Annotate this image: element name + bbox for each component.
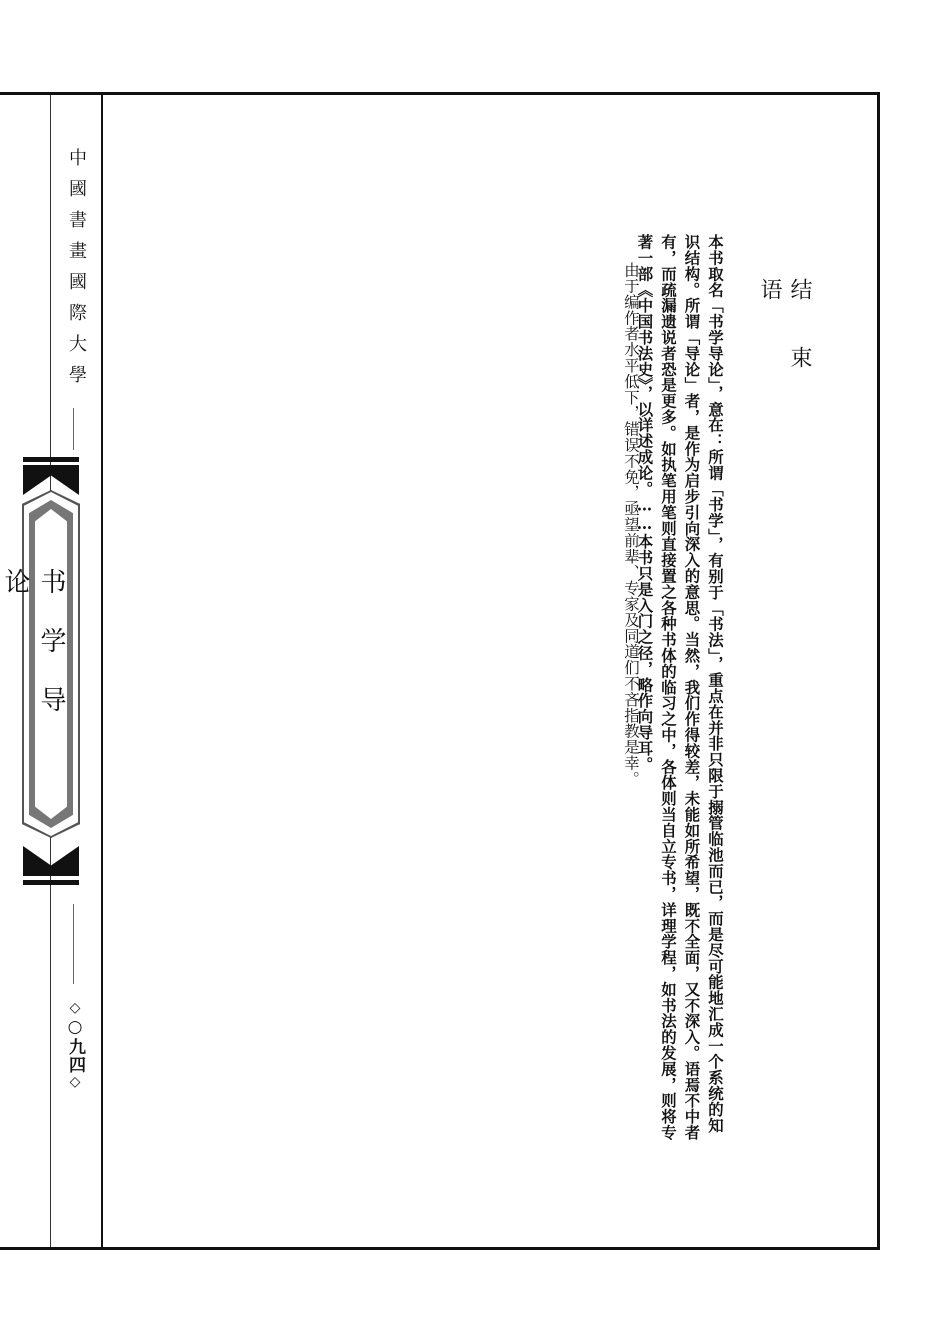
publisher-name: 中國書畫國際大學 <box>66 148 87 396</box>
diamond-ornament-bottom: ◇ <box>67 1074 83 1091</box>
section-heading: 结束语 <box>757 278 812 414</box>
ornament-bar-bottom <box>23 880 79 885</box>
page-number-block <box>64 1000 88 1130</box>
book-title: 书学导论 <box>0 568 66 745</box>
body-paragraph-2: 由于编作者水平低下，错误不免，亟望前辈、专家及同道们不吝指教是幸。 <box>622 262 640 787</box>
body-paragraph-1: 本书取名「书学导论」，意在：所谓「书学」，有别于「书法」，重点在并非只限于搦管临池而已，而是尽可能地汇成一个系统的知识结构。所谓「导论」者，是作为启步引向深入的意思。当然，我们作得较差，未能如所希望，既不全面，又不深入。语焉不中者有，而疏漏遗说者恐是更多。如执笔用笔则直接置之各种书体的临习之中，各体则当自立专书，详理学程，如书法的发展，则将专著一部《中国书法史》，以详述成论。……本书只是入门之径，略作向导耳。 <box>635 234 724 1141</box>
diamond-ornament-top: ◇ <box>67 1000 83 1017</box>
page-number: ○九四 <box>65 1017 85 1074</box>
spine-divider-bottom <box>73 904 74 984</box>
ornament-bar-top <box>23 457 79 462</box>
page-frame <box>0 92 880 1250</box>
spine-divider-top <box>73 408 74 450</box>
spine-right-rule <box>101 95 103 1247</box>
